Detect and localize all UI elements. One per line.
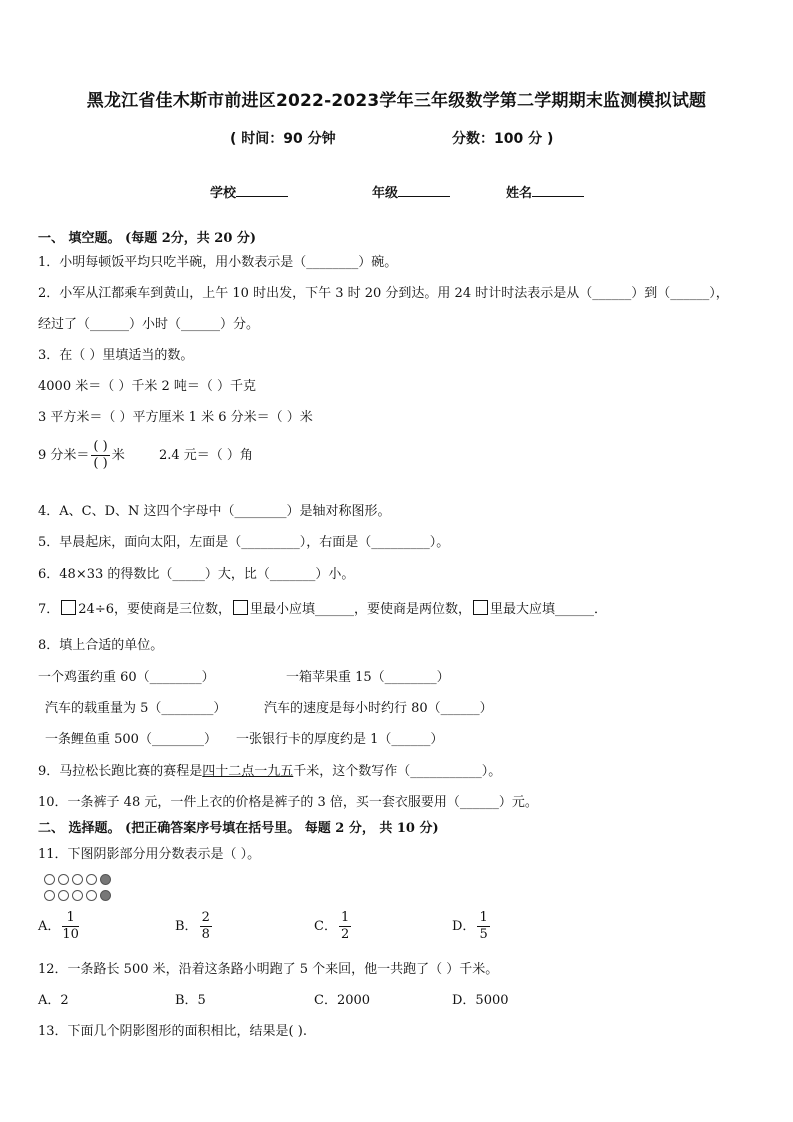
grade-blank[interactable] (398, 182, 450, 197)
option-denominator: 10 (62, 927, 79, 942)
option-label: B． (175, 919, 198, 934)
q11-option-a[interactable] (38, 910, 81, 943)
option-numerator: 1 (340, 910, 350, 925)
q12-option-c[interactable]: C．2000 (314, 993, 371, 1008)
q7-part4: 里最大应填______． (490, 602, 608, 617)
section1-heading: 一、 填空题。 (每题 2分，共 20 分) (38, 231, 257, 246)
q3c-right: 2.4 元＝（ ）角 (158, 448, 253, 463)
question-8b: 一箱苹果重 15（________） (286, 670, 450, 685)
question-6: 6．48×33 的得数比（_____）大，比（_______）小。 (38, 567, 355, 582)
option-denominator: 8 (201, 927, 210, 942)
q12-option-b[interactable]: B．5 (175, 993, 206, 1008)
question-7 (38, 598, 607, 617)
q11-option-d[interactable] (452, 910, 492, 943)
q11-option-b[interactable] (175, 910, 214, 943)
q3c-unit: 米 (111, 448, 125, 463)
question-3a: 4000 米＝（ ）千米 2 吨＝（ ）千克 (38, 379, 257, 394)
question-2-line1: 2．小军从江都乘车到黄山，上午 10 时出发，下午 3 时 20 分到达。用 24 时计时法表示是从（______）到（______）， (38, 286, 729, 301)
question-8: 8．填上合适的单位。 (38, 638, 164, 653)
school-label: 学校 (210, 186, 237, 201)
option-numerator: 1 (479, 910, 488, 925)
q7-box-2[interactable] (233, 600, 248, 615)
circle-shaded (100, 874, 111, 885)
q7-part1: 7． (38, 602, 60, 617)
question-5: 5．早晨起床，面向太阳，左面是（_________），右面是（_________）。 (38, 535, 450, 550)
question-1: 1．小明每顿饭平均只吃半碗，用小数表示是（________）碗。 (38, 255, 398, 270)
question-12: 12．一条路长 500 米，沿着这条路小明跑了 5 个来回，他一共跑了（ ）千米。 (38, 962, 499, 977)
q7-part2: 24÷6，要使商是三位数， (78, 602, 231, 617)
circle (72, 874, 83, 885)
option-numerator: 2 (201, 910, 210, 925)
school-field[interactable] (210, 182, 288, 201)
question-9 (38, 760, 501, 779)
circle (86, 890, 97, 901)
option-label: A． (38, 919, 61, 934)
question-8a: 一个鸡蛋约重 60（________） (38, 670, 215, 685)
q3c-denominator: ( ) (93, 456, 108, 471)
name-blank[interactable] (532, 182, 584, 197)
question-8f: 一张银行卡的厚度约是 1（______） (236, 732, 444, 747)
q3c-fraction (91, 439, 109, 472)
question-13: 13．下面几个阴影图形的面积相比，结果是( ). (38, 1024, 307, 1039)
question-4: 4．A、C、D、N 这四个字母中（________）是轴对称图形。 (38, 504, 391, 519)
question-8d: 汽车的速度是每小时约行 80（______） (264, 701, 493, 716)
option-label: C． (314, 919, 337, 934)
option-numerator: 1 (62, 910, 79, 927)
question-2-line2: 经过了（______）小时（______）分。 (38, 317, 260, 332)
circle (72, 890, 83, 901)
circle-shaded (100, 890, 111, 901)
option-denominator: 2 (340, 927, 350, 942)
q7-box-3[interactable] (473, 600, 488, 615)
q11-option-c[interactable] (314, 910, 353, 943)
circle (58, 874, 69, 885)
option-denominator: 5 (479, 927, 488, 942)
q3c-numerator: ( ) (93, 439, 108, 454)
question-8e: 一条鲤鱼重 500（________） (45, 732, 217, 747)
question-10: 10．一条裤子 48 元，一件上衣的价格是裤子的 3 倍，买一套衣服要用（______）元。 (38, 795, 538, 810)
question-8c: 汽车的载重量为 5（________） (45, 701, 227, 716)
q7-box-1[interactable] (61, 600, 76, 615)
question-3b: 3 平方米＝（ ）平方厘米 1 米 6 分米＝（ ）米 (38, 410, 313, 425)
exam-title: 黑龙江省佳木斯市前进区2022-2023学年三年级数学第二学期期末监测模拟试题 (86, 91, 707, 111)
circle (58, 890, 69, 901)
circle (44, 890, 55, 901)
question-11: 11．下图阴影部分用分数表示是（ ）。 (38, 847, 261, 862)
exam-time: ( 时间：90 分钟 (230, 131, 336, 147)
section2-heading: 二、 选择题。 (把正确答案序号填在括号里。 每题 2 分， 共 10 分) (38, 821, 439, 836)
q3c-left: 9 分米＝ (38, 448, 90, 463)
question-3c (38, 439, 253, 472)
question-3: 3．在（ ）里填适当的数。 (38, 348, 194, 363)
school-blank[interactable] (236, 182, 288, 197)
q12-option-a[interactable]: A．2 (38, 993, 69, 1008)
q9-underlined: 四十二点一九五 (202, 764, 294, 779)
exam-score: 分数：100 分 ) (452, 131, 554, 147)
q7-part3: 里最小应填______，要使商是两位数， (250, 602, 472, 617)
circle (86, 874, 97, 885)
circle (44, 874, 55, 885)
grade-field[interactable] (372, 182, 450, 201)
option-label: D． (452, 919, 476, 934)
q9-pre: 9．马拉松长跑比赛的赛程是 (38, 764, 203, 779)
name-field[interactable] (506, 182, 584, 201)
grade-label: 年级 (372, 186, 399, 201)
q12-option-d[interactable]: D．5000 (452, 993, 509, 1008)
name-label: 姓名 (506, 186, 533, 201)
q9-post: 千米，这个数写作（___________）。 (293, 764, 502, 779)
